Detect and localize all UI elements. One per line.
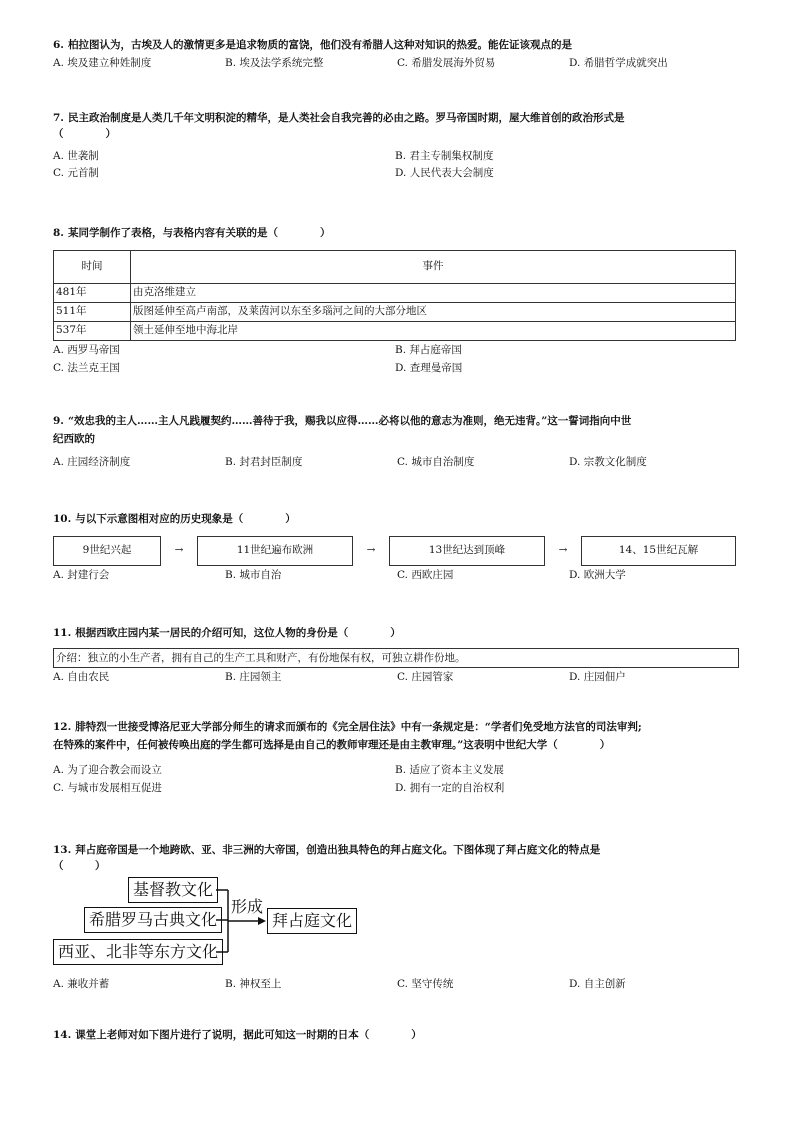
answer-blank: （ ）: [53, 127, 116, 140]
question-text: 拜占庭帝国是一个地跨欧、亚、非三洲的大帝国，创造出独具特色的拜占庭文化。下图体现了拜占庭文化的特点是: [75, 844, 601, 856]
option-a[interactable]: A. 西罗马帝国: [53, 343, 120, 356]
question-number: 11.: [53, 627, 72, 639]
option-b[interactable]: B. 封君封臣制度: [225, 455, 303, 468]
table-cell-time: 481年: [54, 283, 131, 302]
question-11: [53, 626, 743, 686]
question-10-options: [53, 568, 743, 584]
source-culture-box: 希腊罗马古典文化: [84, 907, 222, 933]
option-d[interactable]: D. 自主创新: [569, 977, 626, 990]
option-b[interactable]: B. 拜占庭帝国: [395, 343, 462, 356]
question-text: 柏拉图认为，古埃及人的激情更多是追求物质的富饶，他们没有希腊人这种对知识的热爱。能佐证该观点的是: [67, 39, 572, 51]
question-14: [53, 1028, 743, 1044]
option-c[interactable]: C. 坚守传统: [397, 977, 454, 990]
option-c[interactable]: C. 元首制: [53, 167, 99, 180]
arrow-right-icon: →: [366, 543, 376, 556]
question-9: [53, 412, 743, 471]
table-header-time: 时间: [54, 250, 131, 283]
flow-step: 9世纪兴起: [53, 536, 161, 566]
option-a[interactable]: A. 世袭制: [53, 149, 99, 162]
question-text: 某同学制作了表格，与表格内容有关联的是（ ）: [67, 227, 331, 239]
question-10-stem: [53, 512, 743, 528]
option-c[interactable]: C. 希腊发展海外贸易: [397, 56, 496, 69]
question-text: 课堂上老师对如下图片进行了说明，据此可知这一时期的日本（ ）: [75, 1029, 422, 1041]
question-9-stem: [53, 412, 743, 449]
question-8: [53, 226, 743, 376]
diagram-label-form: 形成: [231, 896, 264, 916]
question-10: [53, 512, 743, 584]
question-6: [53, 38, 743, 72]
option-b[interactable]: B. 适应了资本主义发展: [395, 763, 504, 776]
question-7-options: [53, 149, 743, 183]
option-a[interactable]: A. 封建行会: [53, 568, 110, 581]
option-c[interactable]: C. 西欧庄园: [397, 568, 454, 581]
option-c[interactable]: C. 庄园管家: [397, 670, 454, 683]
question-number: 7.: [53, 112, 64, 124]
option-c[interactable]: C. 城市自治制度: [397, 455, 475, 468]
option-d[interactable]: D. 人民代表大会制度: [395, 167, 494, 180]
question-number: 8.: [53, 227, 64, 239]
option-d[interactable]: D. 宗教文化制度: [569, 455, 647, 468]
source-culture-box: 基督教文化: [128, 877, 218, 903]
resident-intro-box: 介绍：独立的小生产者，拥有自己的生产工具和财产，有份地保有权，可独立耕作份地。: [53, 648, 739, 668]
question-6-stem: [53, 38, 743, 54]
culture-diagram: [53, 877, 383, 977]
flow-step: 11世纪遍布欧洲: [197, 536, 353, 566]
question-13-stem: [53, 843, 743, 875]
result-culture-box: 拜占庭文化: [267, 908, 357, 934]
option-d[interactable]: D. 查理曼帝国: [395, 361, 463, 374]
option-a[interactable]: A. 埃及建立种姓制度: [53, 56, 152, 69]
question-11-stem: [53, 626, 743, 642]
question-13-options: [53, 977, 743, 993]
option-a[interactable]: A. 庄园经济制度: [53, 455, 131, 468]
arrow-right-icon: →: [174, 543, 184, 556]
option-b[interactable]: B. 埃及法学系统完整: [225, 56, 324, 69]
timeline-flow: [53, 536, 736, 566]
question-12: [53, 718, 743, 796]
question-7-stem: [53, 111, 743, 143]
question-number: 10.: [53, 513, 72, 525]
table-cell-event: 由克洛维建立: [131, 283, 736, 302]
question-text: “效忠我的主人……主人凡践履契约……善待于我，赐我以应得……必将以他的意志为准则，绝无违背。”这一誓词指向中世: [67, 415, 632, 427]
question-text: 在特殊的案件中，任何被传唤出庭的学生都可选择是由自己的教师审理还是由主教审理。”这表明中世纪大学（ ）: [53, 739, 611, 752]
source-culture-box: 西亚、北非等东方文化: [53, 939, 223, 965]
table-cell-event: 版图延伸至高卢南部，及莱茵河以东至多瑙河之间的大部分地区: [131, 302, 736, 321]
option-c[interactable]: C. 与城市发展相互促进: [53, 781, 162, 794]
question-6-options: [53, 56, 743, 72]
table-cell-time: 537年: [54, 321, 131, 340]
flow-step: 13世纪达到顶峰: [389, 536, 545, 566]
question-13: [53, 843, 743, 992]
answer-blank: （ ）: [53, 859, 106, 872]
question-number: 13.: [53, 844, 72, 856]
question-number: 9.: [53, 415, 64, 427]
question-9-options: [53, 455, 743, 471]
option-b[interactable]: B. 城市自治: [225, 568, 282, 581]
option-b[interactable]: B. 庄园领主: [225, 670, 282, 683]
table-header-event: 事件: [131, 250, 736, 283]
question-text: 根据西欧庄园内某一居民的介绍可知，这位人物的身份是（ ）: [75, 627, 401, 639]
option-d[interactable]: D. 拥有一定的自治权利: [395, 781, 505, 794]
question-text: 纪西欧的: [53, 433, 95, 446]
option-a[interactable]: A. 为了迎合教会而设立: [53, 763, 162, 776]
question-12-options: [53, 763, 743, 797]
question-number: 12.: [53, 721, 72, 733]
question-7: [53, 111, 743, 182]
option-a[interactable]: A. 兼收并蓄: [53, 977, 110, 990]
table-row: [54, 302, 736, 321]
table-row: [54, 283, 736, 302]
question-14-stem: [53, 1028, 743, 1044]
arrow-right-icon: →: [558, 543, 568, 556]
table-cell-event: 领土延伸至地中海北岸: [131, 321, 736, 340]
question-12-stem: [53, 718, 743, 755]
option-c[interactable]: C. 法兰克王国: [53, 361, 120, 374]
option-d[interactable]: D. 希腊哲学成就突出: [569, 56, 668, 69]
question-text: 民主政治制度是人类几千年文明积淀的精华，是人类社会自我完善的必由之路。罗马帝国时期，屋大维首创的政治形式是: [67, 112, 625, 124]
table-cell-time: 511年: [54, 302, 131, 321]
option-d[interactable]: D. 欧洲大学: [569, 568, 626, 581]
flow-step: 14、15世纪瓦解: [581, 536, 736, 566]
option-a[interactable]: A. 自由农民: [53, 670, 110, 683]
table-row: [54, 321, 736, 340]
table-header-row: [54, 250, 736, 283]
question-text: 与以下示意图相对应的历史现象是（ ）: [75, 513, 296, 525]
option-b[interactable]: B. 君主专制集权制度: [395, 149, 494, 162]
events-table: [53, 250, 736, 341]
question-8-options: [53, 343, 743, 377]
question-number: 14.: [53, 1029, 72, 1041]
question-number: 6.: [53, 39, 64, 51]
question-text: 腓特烈一世接受博洛尼亚大学部分师生的请求而颁布的《完全居住法》中有一条规定是：“学者们免受地方法官的司法审判;: [75, 721, 642, 733]
option-b[interactable]: B. 神权至上: [225, 977, 282, 990]
option-d[interactable]: D. 庄园佃户: [569, 670, 626, 683]
question-8-stem: [53, 226, 743, 242]
question-11-options: [53, 670, 743, 686]
